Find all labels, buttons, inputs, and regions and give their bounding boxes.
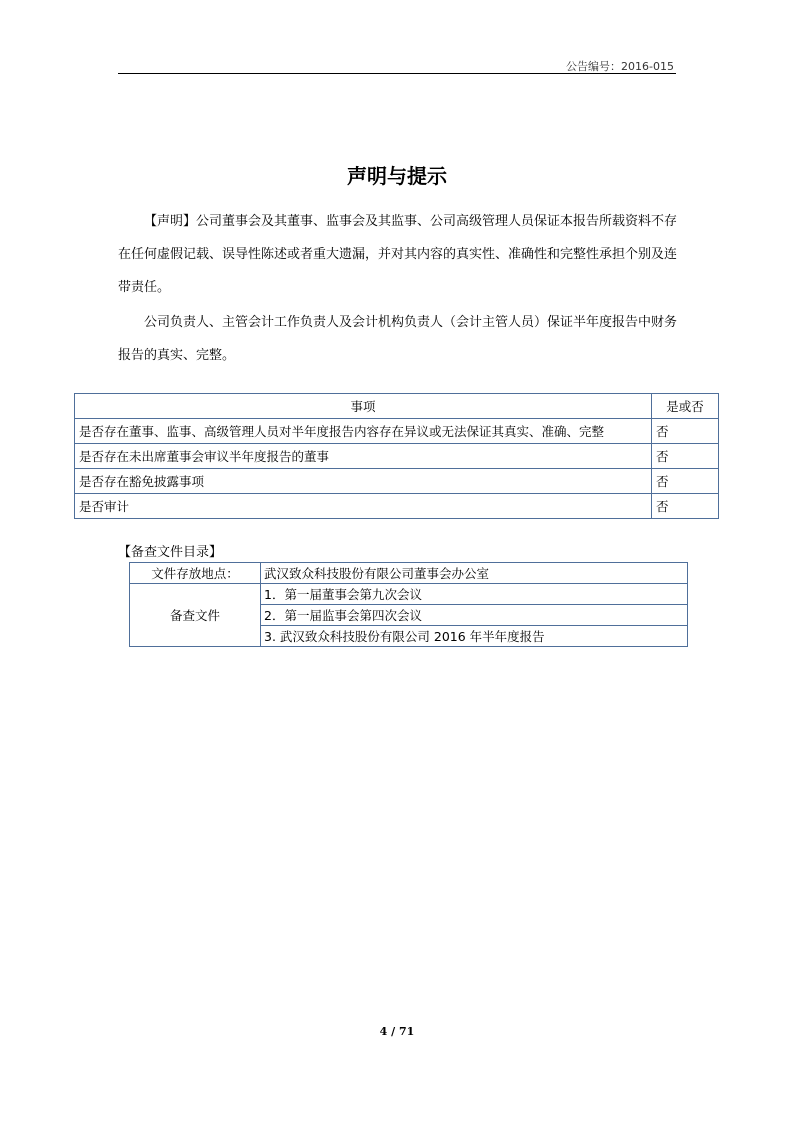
row-answer: 否 bbox=[652, 444, 719, 469]
table-header-row bbox=[75, 394, 719, 419]
table-row bbox=[75, 419, 719, 444]
header-item: 事项 bbox=[75, 394, 652, 419]
statement-paragraph-2: 公司负责人、主管会计工作负责人及会计机构负责人（会计主管人员）保证半年度报告中财务报告的真实、完整。 bbox=[118, 315, 678, 363]
announcement-number: 公告编号：2016-015 bbox=[566, 60, 674, 73]
header-rule bbox=[118, 73, 676, 74]
row-answer: 否 bbox=[652, 469, 719, 494]
documents-label: 备查文件 bbox=[130, 584, 261, 647]
page-number: 4 / 71 bbox=[379, 1025, 415, 1038]
table-row bbox=[130, 584, 688, 605]
files-section-heading: 【备查文件目录】 bbox=[118, 545, 223, 560]
table-row bbox=[75, 444, 719, 469]
location-label: 文件存放地点： bbox=[130, 563, 261, 584]
row-answer: 否 bbox=[652, 494, 719, 519]
table-row bbox=[75, 494, 719, 519]
table-row bbox=[75, 469, 719, 494]
document-item: 2．第一届监事会第四次会议 bbox=[261, 605, 688, 626]
header-answer: 是或否 bbox=[652, 394, 719, 419]
row-answer: 否 bbox=[652, 419, 719, 444]
row-item: 是否存在未出席董事会审议半年度报告的董事 bbox=[75, 444, 652, 469]
row-item: 是否存在董事、监事、高级管理人员对半年度报告内容存在异议或无法保证其真实、准确、完整 bbox=[75, 419, 652, 444]
reference-files-table bbox=[129, 562, 688, 647]
row-item: 是否存在豁免披露事项 bbox=[75, 469, 652, 494]
document-item: 1．第一届董事会第九次会议 bbox=[261, 584, 688, 605]
table-row bbox=[130, 563, 688, 584]
document-item: 3. 武汉致众科技股份有限公司 2016 年半年度报告 bbox=[261, 626, 688, 647]
statement-paragraph-1: 【声明】公司董事会及其董事、监事会及其监事、公司高级管理人员保证本报告所载资料不存在任何虚假记载、误导性陈述或者重大遗漏，并对其内容的真实性、准确性和完整性承担个别及连带责任。 bbox=[118, 214, 678, 295]
disclosure-check-table bbox=[74, 393, 719, 519]
page-title: 声明与提示 bbox=[347, 164, 447, 188]
location-value: 武汉致众科技股份有限公司董事会办公室 bbox=[261, 563, 688, 584]
row-item: 是否审计 bbox=[75, 494, 652, 519]
